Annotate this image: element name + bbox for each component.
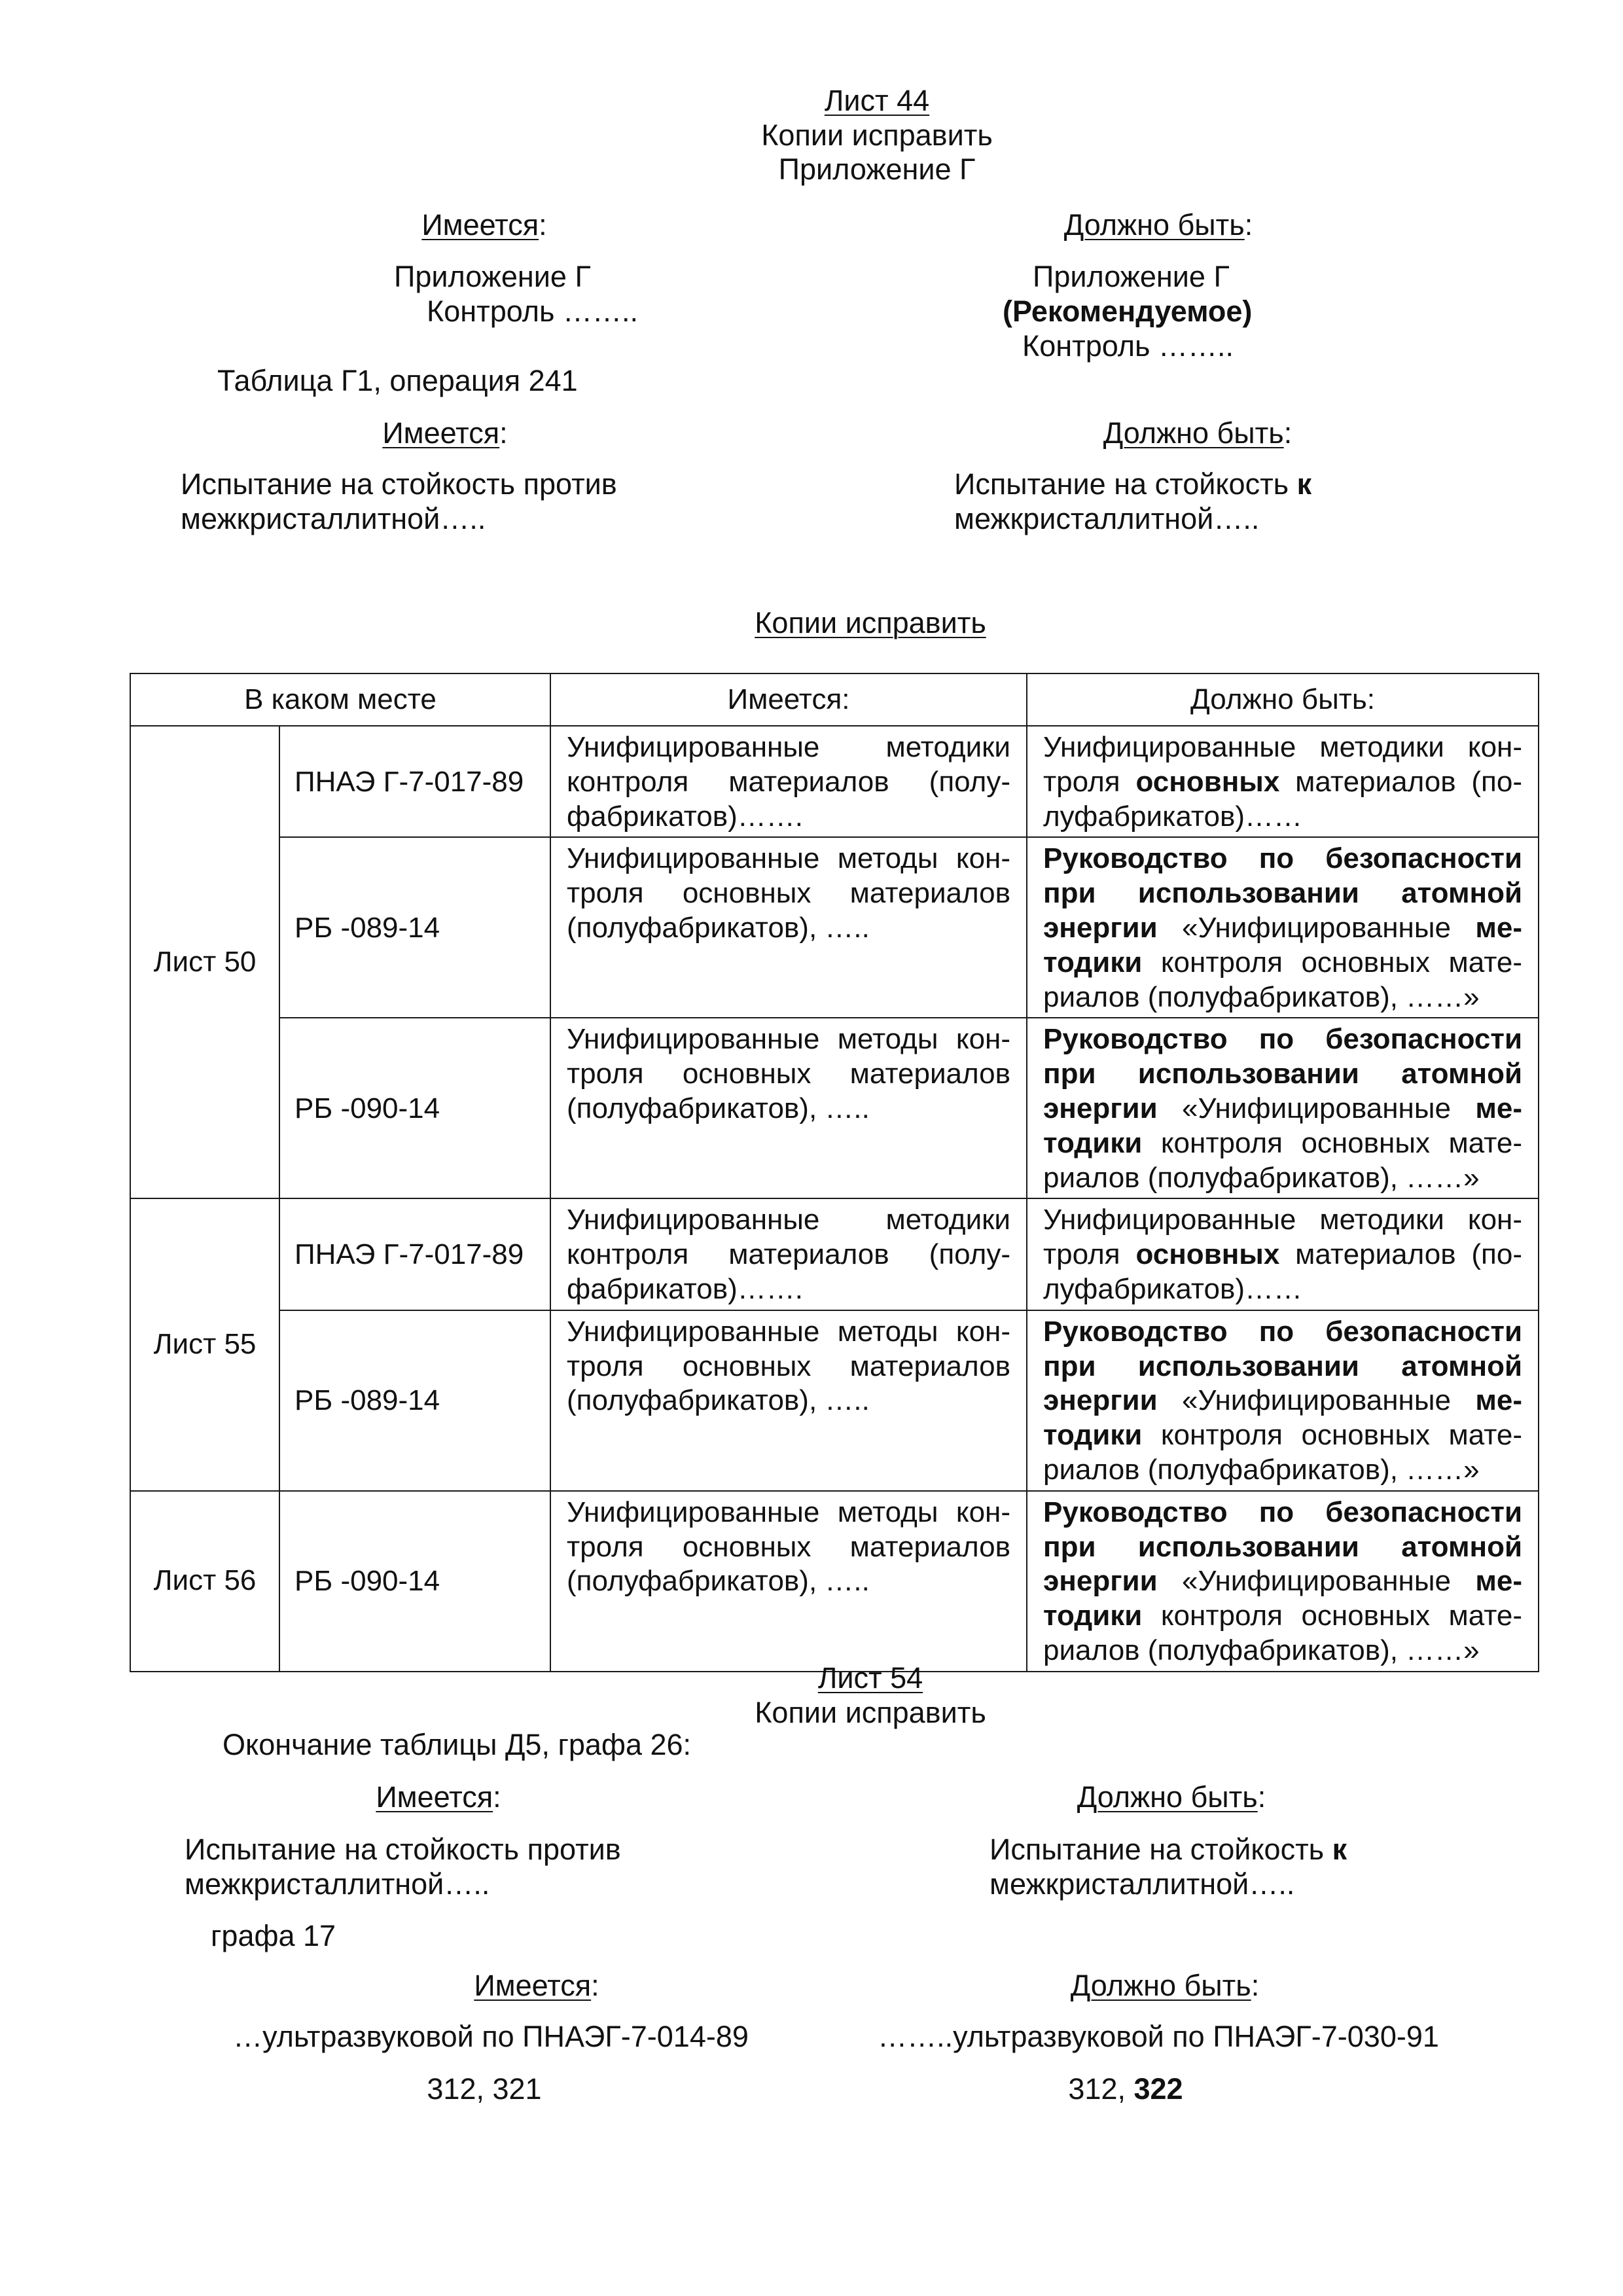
right-appendix-line: Приложение Г xyxy=(1033,260,1230,293)
sheet-cell: Лист 56 xyxy=(130,1491,279,1672)
has-label-3 xyxy=(268,1780,609,1815)
has-label-2 xyxy=(275,416,615,451)
text-line: (полуфабрикатов), ….. xyxy=(567,1384,870,1417)
text-segment: материалов (по- xyxy=(1279,1238,1523,1271)
text-line xyxy=(1043,1600,1522,1632)
text-segment: контроля основных мате- xyxy=(1142,1126,1522,1159)
text-line: Унифицированные методики xyxy=(567,731,1010,763)
text-segment: «Унифицированные xyxy=(1157,1384,1476,1417)
table-row xyxy=(130,1018,1539,1198)
text-line: (полуфабрикатов), ….. xyxy=(567,911,870,944)
bold-segment: ме- xyxy=(1475,911,1522,944)
has-label-4 xyxy=(366,1969,707,2003)
left-method: …ультразвуковой по ПНАЭГ-7-014-89 xyxy=(233,2020,749,2053)
corrections-table xyxy=(130,673,1539,1672)
left-test-text xyxy=(181,467,617,536)
text-line: Руководство по безопасности xyxy=(1043,1023,1522,1056)
table-reference: Таблица Г1, операция 241 xyxy=(217,364,578,397)
text-line xyxy=(1043,1419,1522,1451)
text-line: при использовании атомной xyxy=(1043,1530,1522,1563)
bold-segment: ме- xyxy=(1475,1384,1522,1417)
right-recommended-line: (Рекомендуемое) xyxy=(1003,295,1253,328)
left-codes: 312, 321 xyxy=(427,2072,542,2106)
should-label-4 xyxy=(988,1969,1342,2003)
doc-cell: РБ -089-14 xyxy=(279,1310,550,1491)
bold-segment: энергии xyxy=(1043,1565,1158,1598)
should-cell xyxy=(1027,1491,1539,1672)
text-line xyxy=(990,1833,1347,1867)
text-line: (полуфабрикатов), ….. xyxy=(567,1092,870,1124)
colon: : xyxy=(539,208,547,242)
sheet-number xyxy=(700,1661,1041,1696)
sheet-cell: Лист 55 xyxy=(130,1198,279,1490)
text-line xyxy=(1043,1092,1522,1124)
right-method: ……..ультразвуковой по ПНАЭГ-7-030-91 xyxy=(878,2020,1439,2053)
text-line xyxy=(1043,766,1522,798)
sheet-number-text: Лист 44 xyxy=(824,84,930,117)
text-line xyxy=(1043,1384,1522,1416)
bold-segment: к xyxy=(1332,1833,1347,1866)
colon: : xyxy=(1244,208,1253,242)
bold-segment: энергии xyxy=(1043,911,1158,944)
colon: : xyxy=(499,416,508,450)
table-row xyxy=(130,837,1539,1018)
text-segment: троля xyxy=(1043,1238,1136,1271)
text-line: Руководство по безопасности xyxy=(1043,1496,1522,1528)
text-line: Испытание на стойкость против xyxy=(181,467,617,501)
text-line: межкристаллитной….. xyxy=(990,1867,1295,1901)
has-cell xyxy=(550,1491,1027,1672)
bold-segment: основных xyxy=(1135,765,1280,798)
text-line xyxy=(1043,946,1522,978)
text-line: при использовании атомной xyxy=(1043,877,1522,910)
text-line: (полуфабрикатов), ….. xyxy=(567,1565,870,1598)
text-line: Испытание на стойкость против xyxy=(185,1833,621,1866)
table-d5-reference: Окончание таблицы Д5, графа 26: xyxy=(223,1728,692,1761)
doc-cell: ПНАЭ Г-7-017-89 xyxy=(279,1198,550,1310)
text-line: троля основных материалов xyxy=(567,877,1010,910)
column-17-reference: графа 17 xyxy=(211,1919,336,1952)
right-test-text-2 xyxy=(990,1833,1347,1901)
has-cell xyxy=(550,837,1027,1018)
text-line: фабрикатов)……. xyxy=(567,800,804,833)
should-cell xyxy=(1027,1310,1539,1491)
text-line xyxy=(1043,1127,1522,1159)
colon: : xyxy=(1283,416,1293,450)
bold-segment: тодики xyxy=(1043,1419,1143,1452)
sheet-number-text: Лист 54 xyxy=(817,1661,923,1695)
has-cell xyxy=(550,1310,1027,1491)
text-line: контроля материалов (полу- xyxy=(567,1238,1010,1271)
should-label-3 xyxy=(995,1780,1348,1815)
text-line: троля основных материалов xyxy=(567,1058,1010,1090)
doc-cell: РБ -090-14 xyxy=(279,1491,550,1672)
text-line: при использовании атомной xyxy=(1043,1058,1522,1090)
should-label-1 xyxy=(982,208,1335,243)
bold-segment: энергии xyxy=(1043,1384,1158,1417)
should-label-text: Должно быть xyxy=(1070,1969,1251,2002)
should-cell xyxy=(1027,1198,1539,1310)
text-line: контроля материалов (полу- xyxy=(567,765,1010,798)
table-row xyxy=(130,726,1539,837)
text-line: Унифицированные методы кон- xyxy=(567,1023,1010,1056)
right-control-line: Контроль …….. xyxy=(1022,329,1234,363)
colon: : xyxy=(1257,1780,1266,1814)
instruction: Копии исправить xyxy=(761,118,993,152)
text-line: межкристаллитной….. xyxy=(954,501,1260,535)
instruction: Копии исправить xyxy=(755,1695,986,1729)
text-line: риалов (полуфабрикатов), ……» xyxy=(1043,1161,1480,1194)
text-line: Унифицированные методы кон- xyxy=(567,1315,1010,1348)
text-line: Руководство по безопасности xyxy=(1043,1315,1522,1348)
header-has: Имеется: xyxy=(550,673,1027,726)
header-location: В каком месте xyxy=(130,673,550,726)
text-line: Унифицированные методы кон- xyxy=(567,842,1010,875)
bold-segment: ме- xyxy=(1475,1565,1522,1598)
text-line: Унифицированные методики кон- xyxy=(1043,1204,1522,1236)
colon: : xyxy=(591,1969,599,2002)
text-line: межкристаллитной….. xyxy=(181,501,486,535)
should-label-text: Должно быть xyxy=(1103,416,1284,450)
text-segment: контроля основных мате- xyxy=(1142,1600,1522,1632)
text-segment: Испытание на стойкость xyxy=(954,467,1297,501)
should-cell xyxy=(1027,1018,1539,1198)
table-row xyxy=(130,1198,1539,1310)
left-appendix-line: Приложение Г xyxy=(394,260,591,293)
text-segment: троля xyxy=(1043,765,1136,798)
text-line: при использовании атомной xyxy=(1043,1350,1522,1382)
text-segment: материалов (по- xyxy=(1279,765,1523,798)
has-label-text: Имеется xyxy=(474,1969,592,2002)
sheet-cell: Лист 50 xyxy=(130,726,279,1198)
colon: : xyxy=(1251,1969,1260,2002)
text-line: риалов (полуфабрикатов), ……» xyxy=(1043,980,1480,1013)
bold-segment: ме- xyxy=(1475,1092,1522,1124)
has-cell xyxy=(550,726,1027,837)
text-line xyxy=(1043,1238,1522,1270)
doc-cell: РБ -089-14 xyxy=(279,837,550,1018)
left-test-text-2 xyxy=(185,1833,621,1901)
bold-segment: основных xyxy=(1135,1238,1280,1271)
has-label-text: Имеется xyxy=(382,416,500,450)
bold-segment: 322 xyxy=(1133,2072,1183,2106)
should-label-2 xyxy=(1021,416,1374,451)
sheet-54-header xyxy=(700,1661,1041,1730)
left-control-line: Контроль …….. xyxy=(427,295,638,328)
bold-segment: тодики xyxy=(1043,1126,1143,1159)
has-cell xyxy=(550,1198,1027,1310)
text-segment: «Унифицированные xyxy=(1157,1092,1476,1124)
has-label-text: Имеется xyxy=(421,208,539,242)
text-line xyxy=(1043,912,1522,944)
appendix-title: Приложение Г xyxy=(778,152,976,187)
text-segment: Испытание на стойкость xyxy=(990,1833,1332,1866)
bold-segment: к xyxy=(1296,467,1312,501)
sheet-44-header xyxy=(0,84,1623,187)
should-label-text: Должно быть xyxy=(1063,208,1245,242)
text-line: Унифицированные методики кон- xyxy=(1043,731,1522,763)
bold-segment: энергии xyxy=(1043,1092,1158,1124)
text-line: Унифицированные методики xyxy=(567,1204,1010,1236)
text-segment: контроля основных мате- xyxy=(1142,946,1522,978)
text-segment: «Унифицированные xyxy=(1157,911,1476,944)
should-label-text: Должно быть xyxy=(1077,1780,1258,1814)
sheet-number xyxy=(0,84,1623,118)
bold-segment: тодики xyxy=(1043,1600,1143,1632)
should-cell xyxy=(1027,837,1539,1018)
bold-segment: тодики xyxy=(1043,946,1143,978)
text-line: троля основных материалов xyxy=(567,1530,1010,1563)
text-segment: контроля основных мате- xyxy=(1142,1419,1522,1452)
has-label-text: Имеется xyxy=(376,1780,493,1814)
colon: : xyxy=(493,1780,501,1814)
text-line: Руководство по безопасности xyxy=(1043,842,1522,875)
doc-cell: ПНАЭ Г-7-017-89 xyxy=(279,726,550,837)
right-test-text xyxy=(954,467,1311,536)
text-line: фабрикатов)……. xyxy=(567,1272,804,1305)
header-should: Должно быть: xyxy=(1027,673,1539,726)
text-segment: «Унифицированные xyxy=(1157,1565,1476,1598)
text-line: риалов (полуфабрикатов), ……» xyxy=(1043,1453,1480,1486)
text-line: луфабрикатов)…… xyxy=(1043,800,1302,833)
text-line: троля основных материалов xyxy=(567,1350,1010,1382)
text-line: межкристаллитной….. xyxy=(185,1867,490,1901)
table-row xyxy=(130,1310,1539,1491)
table-row xyxy=(130,1491,1539,1672)
text-line xyxy=(954,467,1311,502)
text-line: Унифицированные методы кон- xyxy=(567,1496,1010,1528)
has-cell xyxy=(550,1018,1027,1198)
right-codes xyxy=(955,2072,1296,2107)
doc-cell: РБ -090-14 xyxy=(279,1018,550,1198)
table-heading-text: Копии исправить xyxy=(755,606,986,639)
table-heading xyxy=(700,606,1041,641)
table-header-row xyxy=(130,673,1539,726)
text-segment: 312, xyxy=(1068,2072,1134,2106)
should-cell xyxy=(1027,726,1539,837)
text-line: риалов (полуфабрикатов), ……» xyxy=(1043,1634,1480,1666)
text-line xyxy=(1043,1565,1522,1597)
has-label-1 xyxy=(314,208,654,243)
text-line: луфабрикатов)…… xyxy=(1043,1272,1302,1305)
